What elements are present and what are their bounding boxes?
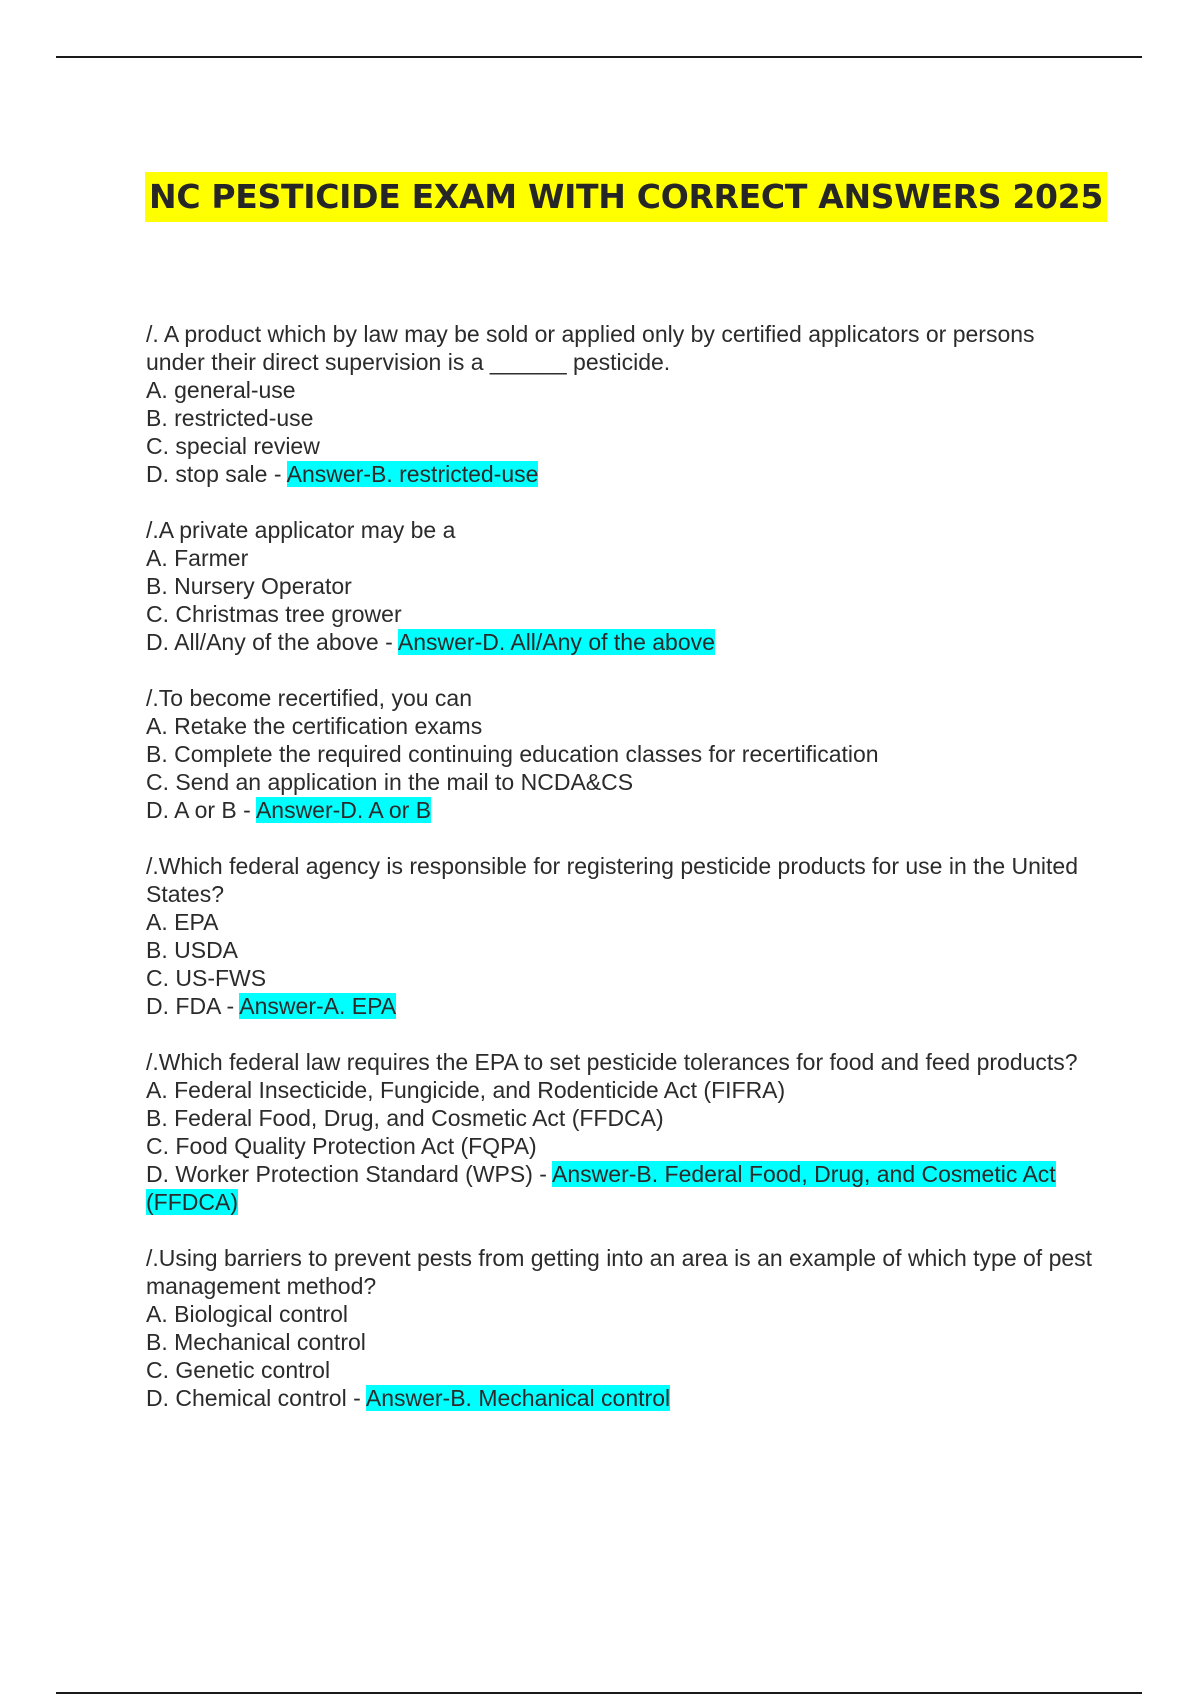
option-a: A. Federal Insecticide, Fungicide, and Rodenticide Act (FIFRA) [146,1077,786,1103]
page-title: NC PESTICIDE EXAM WITH CORRECT ANSWERS 2025 [145,172,1107,222]
option-d [146,1160,1096,1216]
question-1 [146,320,1096,488]
option-d-text: D. FDA - [146,993,240,1019]
option-b: B. USDA [146,937,239,963]
answer-highlight: Answer-A. EPA [239,993,397,1019]
question-prompt: /.To become recertified, you can [146,685,472,711]
question-prompt: /.Using barriers to prevent pests from getting into an area is an example of which type of pest management method? [146,1245,1093,1299]
option-a: A. Biological control [146,1301,348,1327]
option-c: C. US-FWS [146,965,267,991]
option-d [146,1384,1096,1412]
option-d [146,460,1096,488]
option-d-text: D. All/Any of the above - [146,629,398,655]
option-b: B. Complete the required continuing education classes for recertification [146,741,879,767]
question-prompt: /.A private applicator may be a [146,517,456,543]
question-prompt: /.Which federal law requires the EPA to set pesticide tolerances for food and feed products? [146,1049,1078,1075]
question-3 [146,684,1096,824]
question-6 [146,1244,1096,1412]
option-c: C. Genetic control [146,1357,331,1383]
option-d [146,992,1096,1020]
question-5 [146,1048,1096,1216]
option-a: A. Farmer [146,545,249,571]
option-d-text: D. Worker Protection Standard (WPS) - [146,1161,553,1187]
option-a: A. EPA [146,909,219,935]
option-d [146,796,1096,824]
option-b: B. Federal Food, Drug, and Cosmetic Act (FFDCA) [146,1105,664,1131]
option-d-text: D. stop sale - [146,461,287,487]
question-prompt: /. A product which by law may be sold or applied only by certified applicators or persons under their direct supervision is a ______ pesticide. [146,321,1035,375]
title-block [145,172,1107,222]
answer-highlight: Answer-D. A or B [255,797,432,823]
option-a: A. general-use [146,377,296,403]
option-d [146,628,1096,656]
option-d-text: D. Chemical control - [146,1385,366,1411]
answer-highlight: Answer-D. All/Any of the above [397,629,715,655]
option-b: B. Mechanical control [146,1329,366,1355]
option-c: C. special review [146,433,320,459]
option-b: B. restricted-use [146,405,314,431]
answer-highlight: Answer-B. restricted-use [286,461,539,487]
question-4 [146,852,1096,1020]
option-c: C. Send an application in the mail to NCDA&CS [146,769,634,795]
question-prompt: /.Which federal agency is responsible for registering pesticide products for use in the United States? [146,853,1078,907]
answer-highlight: Answer-B. Mechanical control [365,1385,671,1411]
option-c: C. Christmas tree grower [146,601,402,627]
bottom-rule [56,1692,1142,1694]
option-c: C. Food Quality Protection Act (FQPA) [146,1133,537,1159]
question-2 [146,516,1096,656]
top-rule [56,56,1142,58]
answer-highlight: Answer-B. Federal Food, Drug, and Cosmetic Act (FFDCA) [146,1161,1056,1215]
option-a: A. Retake the certification exams [146,713,483,739]
option-d-text: D. A or B - [146,797,256,823]
question-list [146,320,1096,1440]
option-b: B. Nursery Operator [146,573,352,599]
